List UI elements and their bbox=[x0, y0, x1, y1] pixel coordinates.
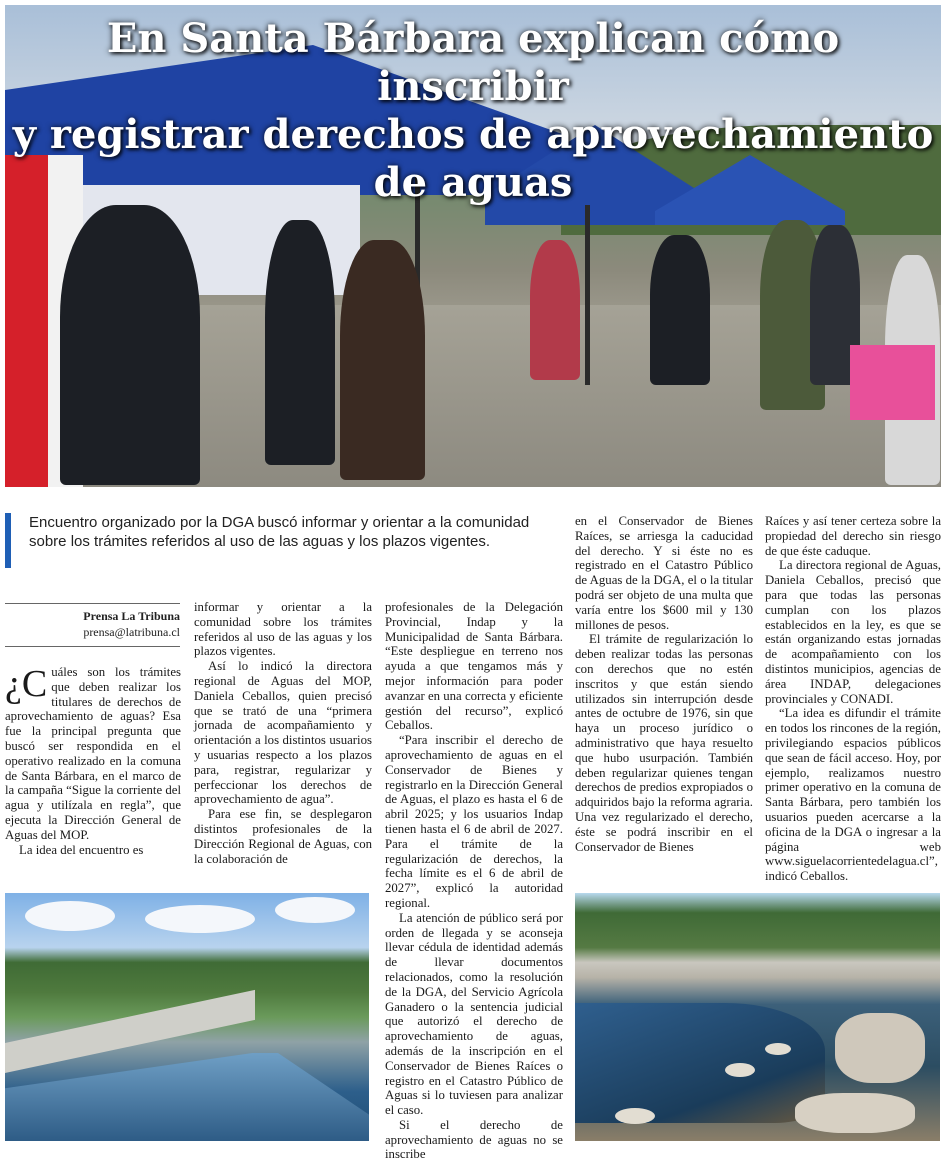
headline-line-3: de aguas bbox=[373, 159, 573, 206]
river-rock bbox=[795, 1093, 915, 1133]
photo-cloud bbox=[25, 901, 115, 931]
river-rock bbox=[725, 1063, 755, 1077]
hero-person bbox=[340, 240, 425, 480]
river-rock bbox=[765, 1043, 791, 1055]
article-paragraph: profesionales de la Delegación Provincial, Indap y la Municipalidad de Santa Bárbara. “Este despliegue en terreno nos ayuda a que tengamos más y mejor información para poder avanzar en una correcta y eficiente gestión del recurso”, explicó Ceballos. bbox=[385, 600, 563, 733]
article-paragraph: La idea del encuentro es bbox=[19, 842, 144, 857]
hero-tent-pole bbox=[585, 205, 590, 385]
article-paragraph: “Para inscribir el derecho de aprovechamiento de aguas en el Conservador de Bienes y registrarlo en la Dirección General de Aguas, el plazo es hasta el 6 de abril 2025; y los usuarios Indap tienen hasta el 6 de abril de 2027. Para el trámite de la regularización de derechos, la fecha límite es el 6 de abril de 2027”, explicó la autoridad regional. bbox=[385, 733, 563, 910]
canal-water bbox=[5, 1053, 369, 1141]
article-column-5 bbox=[765, 514, 941, 884]
hero-photo bbox=[5, 5, 941, 487]
article-paragraph: en el Conservador de Bienes Raíces, se arriesga la caducidad del derecho. Y si éste no es registrado en el Catastro Público de Aguas de la DGA, el o la titular podrá ser objeto de una multa que varía entre los $600 mil y 130 millones de pesos. bbox=[575, 514, 753, 632]
river-water bbox=[575, 1003, 825, 1123]
hero-pink-bag bbox=[850, 345, 935, 420]
article-column-2 bbox=[194, 600, 372, 866]
article-paragraph: La atención de público será por orden de llegada y se aconseja llevar cédula de identidad además de llevar documentos relacionados, como la resolución de la DGA, del Servicio Agrícola Ganadero o la sentencia judicial que autorizó el derecho de aprovechamiento de aguas, además de la inscripción en el Conservador de Bienes Raíces o registro en el Catastro Público de Aguas si lo tuviesen para analizar el caso. bbox=[385, 910, 563, 1118]
byline-name: Prensa La Tribuna bbox=[83, 609, 180, 623]
article-text: uáles son los trámites que deben realizar los titulares de derechos de aprovechamiento de aguas? Esa fue la principal pregunta que buscó ser respondida en el operativo realizado en la comuna de Santa Bárbara, en el marco de la campaña “Sigue la corriente del agua y utilízala en regla”, que ejecuta la Dirección General de Aguas del MOP. bbox=[5, 665, 181, 842]
article-paragraph: El trámite de regularización lo deben realizar todas las personas con derechos que no estén inscritos y que están siendo utilizados sin interrupción desde antes de octubre de 1976, sin que haya un proceso jurídico o administrativo que haya resuelto que hubo usurpación. También deben regularizar quienes tengan derechos de predios expropiados o adquiridos bajo la reforma agraria. Una vez regularizado el derecho, éste se podrá inscribir en el Conservador de Bienes bbox=[575, 632, 753, 854]
article-paragraph bbox=[5, 665, 181, 843]
hero-person bbox=[60, 205, 200, 485]
hero-person bbox=[530, 240, 580, 380]
headline-line-1: En Santa Bárbara explican cómo inscribir bbox=[106, 15, 840, 110]
article-paragraph: informar y orientar a la comunidad sobre los trámites referidos al uso de las aguas y los plazos vigentes. bbox=[194, 600, 372, 659]
article-paragraph: “La idea es difundir el trámite en todos los rincones de la región, privilegiando espacios públicos que sean de fácil acceso. Hoy, por ejemplo, realizamos nuestro primer operativo en la comuna de Santa Bárbara, pero también los usuarios pueden acercarse a la oficina de la DGA o ingresar a la página web www.siguelacorrientedelagua.cl”, indicó Ceballos. bbox=[765, 706, 941, 884]
article-column-4 bbox=[575, 514, 753, 854]
article-paragraph: Si el derecho de aprovechamiento de aguas no se inscribe bbox=[385, 1117, 563, 1162]
river-rock bbox=[835, 1013, 925, 1083]
article-paragraph: La directora regional de Aguas, Daniela Ceballos, precisó que para que todas las personas cumplan con los plazos establecidos en la ley, es que se están organizando estas jornadas de acompañamiento con los distintos municipios, agencias de área INDAP, delegaciones provinciales y CONADI. bbox=[765, 558, 941, 706]
headline bbox=[5, 15, 941, 207]
canal-photo bbox=[5, 893, 369, 1141]
byline-email[interactable]: prensa@latribuna.cl bbox=[83, 625, 180, 639]
article-paragraph: Así lo indicó la directora regional de Aguas del MOP, Daniela Ceballos, quien precisó que se trató de una “primera jornada de acompañamiento y orientación a los distintos usuarios y usuarias respecto a los plazos para, registrar, regularizar y perfeccionar los derechos de aprovechamiento de agua”. bbox=[194, 659, 372, 807]
photo-cloud bbox=[275, 897, 355, 923]
photo-cloud bbox=[145, 905, 255, 933]
article-column-1 bbox=[5, 665, 181, 857]
lead-paragraph: Encuentro organizado por la DGA buscó informar y orientar a la comunidad sobre los trámites referidos al uso de las aguas y los plazos vigentes. bbox=[5, 513, 565, 568]
article-paragraph: Para ese fin, se desplegaron distintos profesionales de la Dirección Regional de Aguas, con la colaboración de bbox=[194, 807, 372, 866]
hero-person bbox=[265, 220, 335, 465]
river-rock bbox=[615, 1108, 655, 1124]
hero-person bbox=[650, 235, 710, 385]
river-photo bbox=[575, 893, 940, 1141]
drop-cap: ¿C bbox=[5, 663, 48, 705]
article-column-3 bbox=[385, 600, 563, 1162]
byline bbox=[5, 603, 180, 647]
headline-line-2: y registrar derechos de aprovechamiento bbox=[12, 111, 934, 158]
article-paragraph: Raíces y así tener certeza sobre la propiedad del derecho sin riesgo de que éste caduque. bbox=[765, 514, 941, 558]
